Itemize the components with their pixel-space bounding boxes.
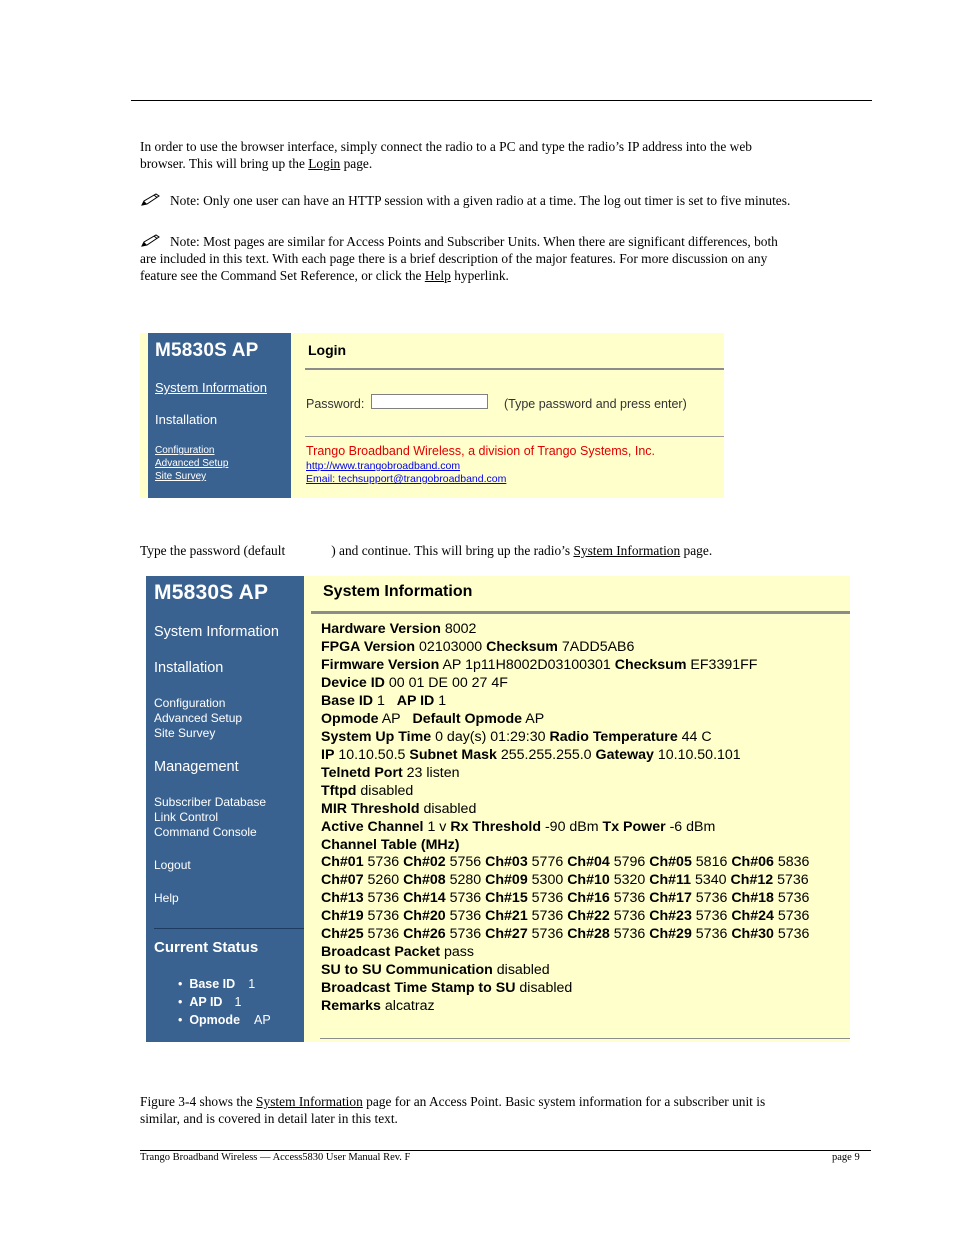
password-text-mid: ) and continue. This will bring up the radio’s bbox=[331, 543, 574, 558]
intro-line-2 bbox=[140, 155, 870, 172]
sysinfo-main bbox=[304, 576, 850, 1042]
password-text: Type the password (default bbox=[140, 543, 286, 558]
login-title: Login bbox=[308, 342, 347, 358]
channel-label: Ch#17 bbox=[649, 890, 692, 906]
channel-label: Ch#22 bbox=[567, 908, 610, 924]
channel-frequency: 5736 bbox=[777, 926, 810, 942]
status-base-label: Base ID bbox=[189, 977, 236, 991]
nav-system-information[interactable]: System Information bbox=[154, 624, 279, 640]
label: Telnetd Port bbox=[321, 765, 403, 781]
label: AP ID bbox=[396, 693, 435, 709]
status-ap-label: AP ID bbox=[189, 995, 223, 1009]
brand-title: M5830S AP bbox=[154, 581, 269, 604]
channel-frequency: 5736 bbox=[695, 926, 728, 942]
channel-frequency: 5736 bbox=[531, 890, 564, 906]
channel-frequency: 5736 bbox=[777, 872, 809, 888]
channel-frequency: 5300 bbox=[531, 872, 564, 888]
label: Rx Threshold bbox=[450, 819, 541, 835]
intro-line-1: In order to use the browser interface, simply connect the radio to a PC and type the radio’s IP address into the web bbox=[140, 139, 752, 154]
channel-frequency: 5280 bbox=[449, 872, 482, 888]
channel-frequency: 5736 bbox=[367, 908, 400, 924]
nav-installation[interactable]: Installation bbox=[154, 660, 224, 676]
label: MIR Threshold bbox=[321, 801, 420, 817]
label: Checksum bbox=[614, 657, 687, 673]
channel-label: Ch#01 bbox=[321, 854, 364, 870]
nav-system-information[interactable]: System Information bbox=[155, 380, 267, 395]
channel-frequency: 5796 bbox=[613, 854, 646, 870]
channel-label: Ch#27 bbox=[485, 926, 528, 942]
channel-frequency: 5736 bbox=[777, 890, 810, 906]
label: Firmware Version bbox=[321, 657, 440, 673]
channel-label: Ch#20 bbox=[403, 908, 446, 924]
channel-label: Ch#19 bbox=[321, 908, 364, 924]
pencil-icon bbox=[140, 234, 162, 248]
status-opmode-value: AP bbox=[254, 1013, 271, 1027]
channel-frequency: 5736 bbox=[449, 890, 482, 906]
channel-frequency: 5340 bbox=[695, 872, 727, 888]
pencil-icon bbox=[140, 193, 162, 207]
login-sidebar bbox=[148, 333, 291, 498]
status-ap-id bbox=[178, 995, 241, 1009]
figure-line-1 bbox=[140, 1093, 870, 1110]
value: disabled bbox=[423, 801, 477, 817]
channel-label: Ch#28 bbox=[567, 926, 610, 942]
status-opmode-label: Opmode bbox=[189, 1013, 241, 1027]
label: Gateway bbox=[595, 747, 654, 763]
channel-label: Ch#23 bbox=[649, 908, 692, 924]
note-2 bbox=[140, 233, 880, 284]
value: 255.255.255.0 bbox=[500, 747, 592, 763]
note-2-line-3 bbox=[140, 267, 880, 284]
channel-label: Ch#11 bbox=[649, 872, 692, 888]
note-1-text: Note: Only one user can have an HTTP session with a given radio at a time. The log out timer is set to five minutes. bbox=[170, 193, 791, 208]
value: -6 dBm bbox=[669, 819, 716, 835]
value: EF3391FF bbox=[690, 657, 758, 673]
figure-line-2: similar, and is covered in detail later in this text. bbox=[140, 1111, 398, 1126]
channel-frequency: 5320 bbox=[613, 872, 646, 888]
channel-frequency: 5736 bbox=[531, 926, 564, 942]
channel-label: Ch#02 bbox=[403, 854, 446, 870]
channel-frequency: 5736 bbox=[613, 926, 646, 942]
value: 00 01 DE 00 27 4F bbox=[388, 675, 508, 691]
channel-label: Ch#15 bbox=[485, 890, 528, 906]
channel-label: Ch#03 bbox=[485, 854, 528, 870]
company-name: Trango Broadband Wireless, a division of Trango Systems, Inc. bbox=[306, 444, 656, 458]
system-information-link[interactable]: System Information bbox=[573, 543, 681, 558]
intro-paragraph bbox=[140, 138, 870, 172]
channel-label: Ch#25 bbox=[321, 926, 364, 942]
label: Opmode bbox=[321, 711, 379, 727]
channel-label: Ch#12 bbox=[730, 872, 774, 888]
header-rule bbox=[131, 100, 872, 101]
nav-advanced-setup[interactable]: Advanced Setup bbox=[155, 458, 229, 469]
password-input[interactable] bbox=[371, 394, 488, 409]
password-label: Password: bbox=[306, 397, 365, 411]
label: FPGA Version bbox=[321, 639, 416, 655]
nav-configuration[interactable]: Configuration bbox=[154, 696, 226, 710]
channel-frequency: 5260 bbox=[367, 872, 400, 888]
status-base-id bbox=[178, 977, 255, 991]
label: Tx Power bbox=[602, 819, 666, 835]
channel-frequency: 5736 bbox=[695, 908, 728, 924]
value: alcatraz bbox=[384, 998, 435, 1014]
nav-site-survey[interactable]: Site Survey bbox=[154, 726, 216, 740]
value: 8002 bbox=[444, 621, 477, 637]
bullet-icon: • bbox=[178, 977, 190, 991]
nav-logout[interactable]: Logout bbox=[154, 858, 191, 872]
sysinfo-title: System Information bbox=[323, 583, 473, 600]
label: System Up Time bbox=[321, 729, 432, 745]
figure-text-end: page for an Access Point. Basic system information for a subscriber unit is bbox=[362, 1094, 766, 1109]
channel-frequency: 5736 bbox=[695, 890, 728, 906]
channel-label: Ch#30 bbox=[731, 926, 774, 942]
value: 23 listen bbox=[406, 765, 460, 781]
nav-help[interactable]: Help bbox=[154, 891, 179, 905]
channel-label: Ch#24 bbox=[731, 908, 774, 924]
channel-frequency: 5736 bbox=[613, 908, 646, 924]
channel-frequency: 5736 bbox=[449, 908, 482, 924]
channel-label: Ch#04 bbox=[567, 854, 610, 870]
system-information-link[interactable]: System Information bbox=[256, 1094, 363, 1109]
note-1 bbox=[140, 192, 880, 209]
channel-label: Ch#14 bbox=[403, 890, 446, 906]
brand-title: M5830S AP bbox=[155, 340, 259, 361]
bullet-icon: • bbox=[178, 995, 190, 1009]
help-link[interactable]: Help bbox=[424, 268, 451, 283]
support-email-link[interactable]: Email: techsupport@trangobroadband.com bbox=[306, 473, 507, 485]
channel-frequency: 5756 bbox=[449, 854, 482, 870]
value: 1 bbox=[438, 693, 447, 709]
label: Subnet Mask bbox=[409, 747, 497, 763]
value: 02103000 bbox=[419, 639, 483, 655]
value: 10.10.50.5 bbox=[338, 747, 406, 763]
sysinfo-sidebar-content bbox=[146, 576, 304, 1042]
value: 1 v bbox=[427, 819, 447, 835]
label: Active Channel bbox=[321, 819, 424, 835]
intro-text: browser. This will bring up the bbox=[140, 156, 309, 171]
label: Radio Temperature bbox=[549, 729, 678, 745]
login-title-divider bbox=[305, 368, 724, 370]
value: disabled bbox=[360, 783, 414, 799]
nav-site-survey[interactable]: Site Survey bbox=[155, 471, 207, 482]
nav-advanced-setup[interactable]: Advanced Setup bbox=[154, 711, 243, 725]
channel-frequency: 5736 bbox=[613, 890, 646, 906]
value: AP bbox=[525, 711, 545, 727]
value: 0 day(s) 01:29:30 bbox=[435, 729, 546, 745]
channel-label: Ch#13 bbox=[321, 890, 364, 906]
note-2-line-1 bbox=[140, 233, 880, 250]
channel-frequency: 5736 bbox=[367, 890, 400, 906]
value: pass bbox=[444, 944, 474, 960]
login-screenshot bbox=[140, 333, 724, 498]
value: 1 bbox=[377, 693, 385, 709]
value: 7ADD5AB6 bbox=[561, 639, 635, 655]
channel-frequency: 5776 bbox=[531, 854, 564, 870]
channel-label: Ch#10 bbox=[567, 872, 610, 888]
login-form-divider bbox=[305, 436, 724, 437]
nav-installation[interactable]: Installation bbox=[155, 412, 218, 427]
channel-frequency: 5816 bbox=[695, 854, 728, 870]
label: Broadcast Packet bbox=[321, 944, 441, 960]
note-2-line-2: are included in this text. With each page there is a brief description of the major features. For more discussion on any bbox=[140, 251, 768, 266]
label: Channel Table (MHz) bbox=[321, 837, 460, 853]
footer-rule bbox=[140, 1150, 871, 1151]
label: Base ID bbox=[321, 693, 374, 709]
figure-paragraph bbox=[140, 1093, 870, 1127]
channel-label: Ch#16 bbox=[567, 890, 610, 906]
channel-frequency: 5736 bbox=[367, 854, 400, 870]
nav-management[interactable]: Management bbox=[154, 759, 239, 775]
current-status-title: Current Status bbox=[154, 939, 259, 956]
value: 44 C bbox=[681, 729, 712, 745]
password-text-end: page. bbox=[680, 543, 713, 558]
label: Hardware Version bbox=[321, 621, 441, 637]
note-2-text-c: feature see the Command Set Reference, or click the bbox=[140, 268, 425, 283]
password-hint: (Type password and press enter) bbox=[504, 397, 687, 411]
label: Default Opmode bbox=[412, 711, 523, 727]
status-ap-value: 1 bbox=[234, 995, 242, 1009]
label: Tftpd bbox=[321, 783, 357, 799]
label: IP bbox=[321, 747, 335, 763]
nav-command-console[interactable]: Command Console bbox=[154, 825, 257, 839]
label: Remarks bbox=[321, 998, 381, 1014]
company-url-link[interactable]: http://www.trangobroadband.com bbox=[306, 460, 461, 472]
nav-subscriber-database[interactable]: Subscriber Database bbox=[154, 795, 267, 809]
channel-label: Ch#05 bbox=[649, 854, 692, 870]
value: disabled bbox=[519, 980, 573, 996]
channel-frequency: 5736 bbox=[449, 926, 482, 942]
login-link[interactable]: Login bbox=[308, 156, 341, 171]
note-2-text-c-end: hyperlink. bbox=[450, 268, 509, 283]
channel-label: Ch#29 bbox=[649, 926, 692, 942]
value: -90 dBm bbox=[544, 819, 599, 835]
bullet-icon: • bbox=[178, 1013, 190, 1027]
footer-left: Trango Broadband Wireless — Access5830 User Manual Rev. F bbox=[140, 1152, 411, 1163]
nav-link-control[interactable]: Link Control bbox=[154, 810, 219, 824]
channel-label: Ch#06 bbox=[731, 854, 774, 870]
intro-text-end: page. bbox=[340, 156, 373, 171]
channel-frequency: 5736 bbox=[777, 908, 810, 924]
value: AP 1p11H8002D03100301 bbox=[442, 657, 611, 673]
value: 10.10.50.101 bbox=[657, 747, 741, 763]
label: Broadcast Time Stamp to SU bbox=[321, 980, 516, 996]
channel-label: Ch#18 bbox=[731, 890, 774, 906]
channel-label: Ch#21 bbox=[485, 908, 528, 924]
password-paragraph bbox=[140, 542, 870, 559]
value: AP bbox=[381, 711, 401, 727]
figure-text: Figure 3-4 shows the bbox=[140, 1094, 257, 1109]
label: SU to SU Communication bbox=[321, 962, 493, 978]
channel-label: Ch#08 bbox=[403, 872, 446, 888]
channel-label: Ch#07 bbox=[321, 872, 364, 888]
channel-frequency: 5736 bbox=[531, 908, 564, 924]
status-base-value: 1 bbox=[248, 977, 256, 991]
nav-configuration[interactable]: Configuration bbox=[155, 445, 215, 456]
footer-page-number: page 9 bbox=[832, 1152, 860, 1163]
channel-label: Ch#26 bbox=[403, 926, 446, 942]
channel-label: Ch#09 bbox=[485, 872, 528, 888]
note-2-text-a: Note: Most pages are similar for Access Points and Subscriber Units. When there are significant differences, both bbox=[170, 234, 778, 249]
status-opmode bbox=[178, 1013, 271, 1027]
channel-frequency: 5736 bbox=[367, 926, 400, 942]
value: disabled bbox=[496, 962, 550, 978]
channel-frequency: 5836 bbox=[777, 854, 810, 870]
label: Checksum bbox=[486, 639, 558, 655]
label: Device ID bbox=[321, 675, 385, 691]
